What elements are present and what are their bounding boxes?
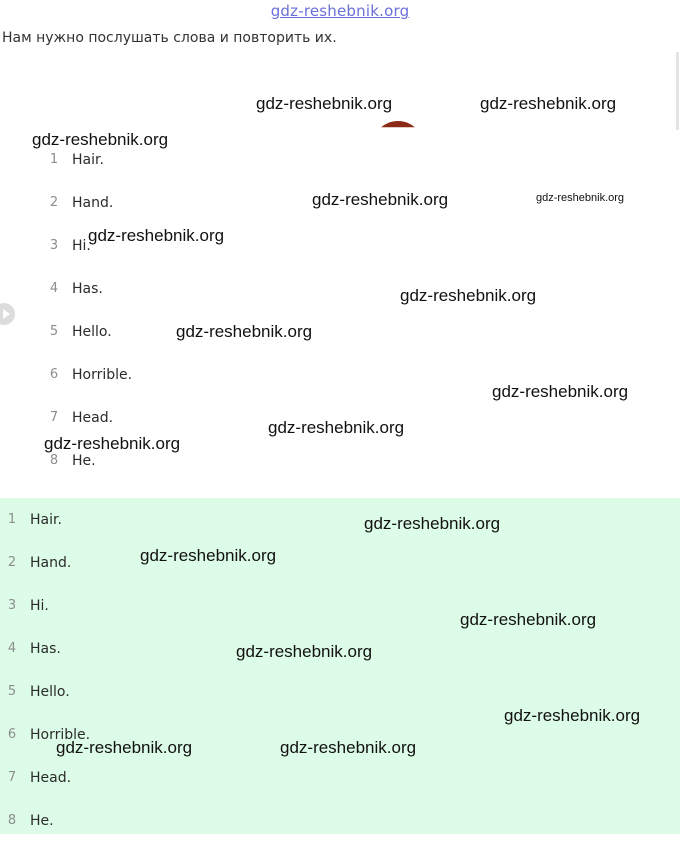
- watermark: gdz-reshebnik.org: [88, 226, 225, 245]
- item-word: He.: [30, 812, 54, 829]
- watermark: gdz-reshebnik.org: [44, 434, 181, 453]
- site-header-link[interactable]: gdz-reshebnik.org: [270, 2, 410, 20]
- scrollbar-strip[interactable]: [676, 52, 679, 130]
- watermark: gdz-reshebnik.org: [504, 706, 641, 725]
- item-number: 3: [49, 238, 59, 253]
- answer-list-item: [2, 799, 402, 842]
- audio-list-item: [44, 353, 444, 396]
- watermark: gdz-reshebnik.org: [480, 94, 617, 113]
- watermark: gdz-reshebnik.org: [268, 418, 405, 437]
- item-word: He.: [72, 452, 96, 469]
- watermark: gdz-reshebnik.org: [140, 546, 277, 565]
- item-number: 4: [7, 641, 17, 656]
- play-icon: [3, 309, 10, 319]
- item-word: Head.: [30, 769, 72, 786]
- play-button[interactable]: [0, 303, 15, 325]
- watermark: gdz-reshebnik.org: [364, 514, 501, 533]
- item-word: Hello.: [72, 323, 112, 340]
- watermark: gdz-reshebnik.org: [256, 94, 393, 113]
- item-word: Head.: [72, 409, 114, 426]
- item-number: 6: [49, 367, 59, 382]
- item-word: Hi.: [30, 597, 49, 614]
- item-word: Hand.: [30, 554, 72, 571]
- item-number: 7: [7, 770, 17, 785]
- item-word: Horrible.: [30, 726, 91, 743]
- watermark: gdz-reshebnik.org: [176, 322, 313, 341]
- item-word: Hand.: [72, 194, 114, 211]
- item-number: 2: [49, 195, 59, 210]
- instruction-text: Нам нужно послушать слова и повторить их.: [2, 30, 337, 46]
- item-number: 4: [49, 281, 59, 296]
- item-number: 1: [7, 512, 17, 527]
- item-word: Horrible.: [72, 366, 133, 383]
- audio-list-item: [44, 267, 444, 310]
- answer-list-item: [2, 670, 402, 713]
- answer-list-item: [2, 584, 402, 627]
- item-number: 1: [49, 152, 59, 167]
- watermark: gdz-reshebnik.org: [536, 192, 625, 204]
- item-word: Has.: [30, 640, 61, 657]
- site-header: [0, 0, 680, 26]
- item-word: Hair.: [30, 511, 62, 528]
- item-number: 7: [49, 410, 59, 425]
- watermark: gdz-reshebnik.org: [312, 190, 449, 209]
- watermark: gdz-reshebnik.org: [32, 130, 169, 149]
- item-number: 3: [7, 598, 17, 613]
- item-word: Hello.: [30, 683, 70, 700]
- item-number: 8: [49, 453, 59, 468]
- answer-list-item: [2, 498, 402, 541]
- item-number: 8: [7, 813, 17, 828]
- watermark: gdz-reshebnik.org: [492, 382, 629, 401]
- item-word: Hair.: [72, 151, 104, 168]
- watermark: gdz-reshebnik.org: [460, 610, 597, 629]
- item-word: Hi.: [72, 237, 91, 254]
- watermark: gdz-reshebnik.org: [56, 738, 193, 757]
- item-number: 2: [7, 555, 17, 570]
- watermark: gdz-reshebnik.org: [280, 738, 417, 757]
- watermark: gdz-reshebnik.org: [400, 286, 537, 305]
- answer-list-item: [2, 756, 402, 799]
- item-number: 6: [7, 727, 17, 742]
- item-number: 5: [7, 684, 17, 699]
- item-number: 5: [49, 324, 59, 339]
- watermark: gdz-reshebnik.org: [236, 642, 373, 661]
- item-word: Has.: [72, 280, 103, 297]
